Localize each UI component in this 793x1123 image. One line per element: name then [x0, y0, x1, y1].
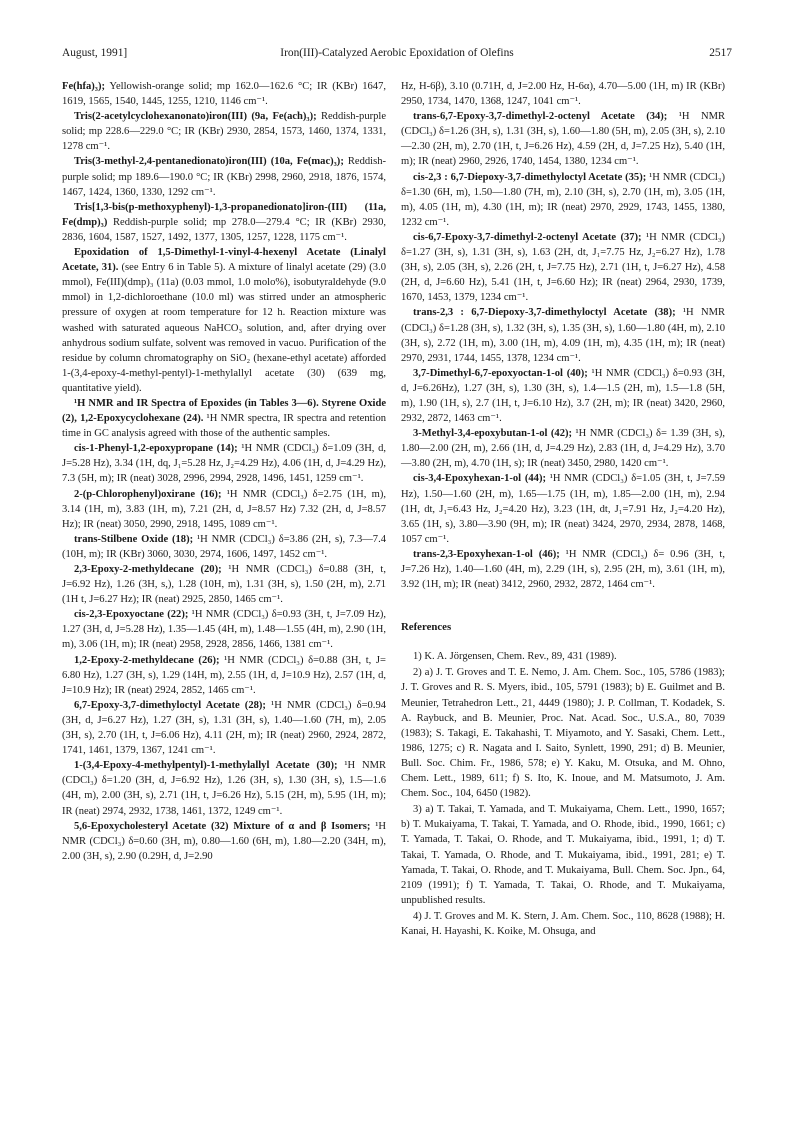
compound-entry — [62, 79, 386, 109]
page-number: 2517 — [709, 47, 732, 59]
references-heading: References — [401, 621, 452, 634]
compound-entry — [62, 109, 386, 154]
reference-item: 2) a) J. T. Groves and T. E. Nemo, J. Am. Chem. Soc., 105, 5786 (1983); J. T. Groves and R. S. Myers, ibid., 105, 5791 (1983); b) E. Guilmet and B. Meunier, Tetrahedron Lett., 21, 4449 (1980); J. P. Collman, T. Kodadek, S. A. Raybuck, and B. Meunier, Proc. Nat. Acad. Soc., U.S.A., 80, 7039 (1983); S. Takagi, E. Takahashi, T. Miyamoto, and Y. Sasaki, Chem. Lett., 1986, 1275; c) R. Nagata and I. Saito, Synlett, 1990, 291; d) B. Meunier, Bull. Soc. Chim. Fr., 1986, 578; e) Y. Kaku, M. Otsuka, and M. Ohno, Chem. Lett., 1989, 611; f) S. Ito, K. Inoue, and M. Matsumoto, J. Am. Chem. Soc., 104, 6450 (1982). — [401, 667, 725, 800]
compound-name: 6,7-Epoxy-3,7-dimethyloctyl Acetate (28); — [74, 699, 266, 711]
compound-entry — [401, 471, 725, 546]
compound-name: 3-Methyl-3,4-epoxybutan-1-ol (42); — [413, 428, 573, 440]
references-list — [401, 649, 725, 939]
compound-data: ¹H NMR (CDCl₃) δ= 1.39 (3H, s), 1.80—2.00 (2H, m), 2.66 (1H, d, J=4.29 Hz), 2.83 (1H, d, J=4.29 Hz), 3.70—3.80 (2H, m), 4.70 (1H, s); IR (neat) 3450, 2980, 1420 cm⁻¹. — [401, 428, 726, 470]
compound-entry — [62, 441, 386, 486]
compound-entry — [62, 200, 386, 245]
compound-name: 2,3-Epoxy-2-methyldecane (20); — [74, 564, 222, 575]
compound-name: Tris(3-methyl-2,4-pentanedionato)iron(III) (10a, Fe(mac)₃); — [74, 156, 344, 168]
compound-data: ¹H NMR (CDCl₃) δ=0.88 (3H, t, J= 6.80 Hz), 1.27 (3H, s), 1.29 (14H, m), 2.55 (1H, d, J=10.9 Hz), 2.57 (1H, d, J=10.9 Hz); IR (neat) 2924, 2852, 1465 cm⁻¹. — [62, 654, 386, 696]
compound-data: ¹H NMR (CDCl₃) δ=1.20 (3H, d, J=6.92 Hz), 1.26 (3H, s), 1.30 (3H, s), 1.5—1.6 (4H, m), 2.00 (3H, s), 2.71 (1H, t, J=6.26 Hz), 5.15 (2H, m), 5.95 (1H, m); IR (neat) 2974, 2932, 1738, 1461, 1372, 1249 cm⁻¹. — [62, 760, 386, 817]
compound-data: ¹H NMR (CDCl₃) δ=0.93 (3H, d, J=6.26Hz), 1.27 (3H, s), 1.30 (3H, s), 1.4—1.5 (2H, m), 1.5—1.8 (5H, m), 1.90 (1H, s), 2.7 (1H, t, J=6.10 Hz), 3.7 (2H, m); IR (neat) 3420, 2960, 2932, 2872, 1463 cm⁻¹. — [401, 367, 725, 425]
compound-name: 1,2-Epoxy-2-methyldecane (26); — [74, 654, 220, 666]
compound-data: Reddish-purple solid; mp 278.0—279.4 °C; IR (KBr) 2930, 2836, 1604, 1587, 1527, 1492, 1377, 1305, 1257, 1228, 1175 cm⁻¹. — [62, 216, 386, 243]
compound-name: 5,6-Epoxycholesteryl Acetate (32) Mixture of α and β Isomers; — [74, 820, 371, 832]
compound-data: ¹H NMR (CDCl₃) δ=1.28 (3H, s), 1.32 (3H, s), 1.35 (3H, s), 1.60—1.80 (4H, m), 2.10 (3H, s), 2.72 (1H, m), 3.00 (1H, m), 4.09 (1H, m), 4.35 (1H, m); IR (neat) 2970, 2931, 1744, 1455, 1378, 1234 cm⁻¹. — [401, 307, 725, 364]
left-column — [62, 79, 386, 864]
compound-entry — [62, 154, 386, 199]
compound-name: cis-1-Phenyl-1,2-epoxypropane (14); — [74, 443, 238, 455]
compound-data: Yellowish-orange solid; mp 162.0—162.6 °C; IR (KBr) 1647, 1619, 1565, 1540, 1445, 1255, 1210, 1146 cm⁻¹. — [62, 81, 386, 108]
compound-entry — [401, 547, 725, 592]
compound-data: ¹H NMR (CDCl₃) δ=0.93 (3H, t, J=7.09 Hz), 1.27 (3H, d, J=5.28 Hz), 1.35—1.45 (4H, m), 1.48—1.55 (4H, m), 2.90 (1H, m), 3.06 (1H, m); IR (neat) 2958, 2928, 2856, 1466, 1381 cm⁻¹. — [62, 609, 386, 651]
compound-data: ¹H NMR (CDCl₃) δ=1.27 (3H, s), 1.31 (3H, s), 1.63 (2H, dt, J₁=7.75 Hz, J₂=6.27 Hz), 1.78 (3H, s), 2.05 (3H, s), 2.26 (2H, t, J=7.75 Hz), 2.71 (1H, t, J=6.27 Hz), 4.58 (2H, d, J=6.60 Hz), 5.41 (1H, t, J=6.60 Hz); IR (neat) 2964, 2930, 1739, 1670, 1453, 1379, 1234 cm⁻¹. — [401, 231, 725, 304]
compound-name: trans-6,7-Epoxy-3,7-dimethyl-2-octenyl Acetate (34); — [413, 111, 668, 123]
compound-name: ¹H NMR and IR Spectra of Epoxides (in Tables 3—6). Styrene Oxide (2), 1,2-Epoxycyclohexane (24). — [62, 397, 386, 425]
right-column-entries — [401, 79, 725, 592]
reference-item: 1) K. A. Jörgensen, Chem. Rev., 89, 431 (1989). — [413, 651, 617, 663]
compound-entry — [62, 532, 386, 562]
compound-entry — [62, 653, 386, 698]
header-title: Iron(III)-Catalyzed Aerobic Epoxidation of Olefins — [280, 47, 514, 59]
compound-data: ¹H NMR (CDCl₃) δ= 0.96 (3H, t, J=7.26 Hz), 1.40—1.60 (4H, m), 2.29 (1H, s), 2.95 (2H, m), 3.61 (1H, m), 3.92 (1H, m); IR (neat) 3412, 2960, 2932, 2872, 1464 cm⁻¹. — [401, 548, 725, 591]
compound-name: Fe(hfa)₃); — [62, 81, 105, 92]
reference-item: 4) J. T. Groves and M. K. Stern, J. Am. Chem. Soc., 110, 8628 (1988); H. Kanai, H. Hayashi, K. Koike, M. Ohsuga, and — [401, 910, 725, 937]
compound-name: cis-2,3-Epoxyoctane (22); — [74, 609, 189, 621]
compound-data: ¹H NMR (CDCl₃) δ=1.30 (6H, m), 1.50—1.80 (7H, m), 2.10 (3H, s), 2.70 (1H, m), 3.05 (1H, m), 4.05 (1H, m), 4.30 (1H, m); IR (neat) 2970, 2929, 1743, 1455, 1380, 1232 cm⁻¹. — [401, 171, 725, 228]
compound-data: ¹H NMR (CDCl₃) δ=0.60 (3H, m), 0.80—1.60 (6H, m), 1.80—2.20 (34H, m), 2.00 (3H, s), 2.90 (0.29H, d, J=2.90 — [62, 820, 386, 862]
compound-data: ¹H NMR (CDCl₃) δ=1.26 (3H, s), 1.31 (3H, s), 1.60—1.80 (5H, m), 2.05 (3H, s), 2.10—2.30 (2H, m), 2.70 (1H, t, J=6.26 Hz), 4.59 (2H, d, J=7.25 Hz), 5.40 (1H, m); IR (neat) 2960, 2926, 1740, 1454, 1380, 1234 cm⁻¹. — [401, 111, 725, 168]
compound-entry — [62, 487, 386, 532]
compound-entry — [62, 245, 386, 396]
compound-name: 1-(3,4-Epoxy-4-methylpentyl)-1-methylallyl Acetate (30); — [74, 760, 338, 772]
header-date: August, 1991] — [62, 47, 128, 59]
compound-entry — [401, 230, 725, 305]
right-column — [401, 79, 725, 940]
compound-data: ¹H NMR (CDCl₃) δ=1.05 (3H, t, J=7.59 Hz), 1.50—1.60 (2H, m), 1.65—1.75 (1H, m), 1.85—2.00 (1H, m), 2.94 (1H, dt, J₁=6.43 Hz, J₂=4.20 Hz), 3.23 (1H, dt, J₁=7.91 Hz, J₂=4.20 Hz), 3.65 (1H, s), 3.80—3.90 (9H, m); IR (neat) 3424, 2970, 2934, 2878, 1468, 1057 cm⁻¹. — [401, 473, 725, 545]
compound-data: ¹H NMR (CDCl₃) δ=2.75 (1H, m), 3.14 (1H, m), 3.83 (1H, m), 7.21 (2H, d, J=8.57 Hz) 7.32 (2H, d, J=8.57 Hz); IR (neat) 3050, 2990, 2918, 1495, 1089 cm⁻¹. — [62, 488, 386, 530]
compound-data: (see Entry 6 in Table 5). A mixture of linalyl acetate (29) (3.0 mmol), Fe(III)(dmp)₃ (11a) (0.03 mmol, 1.0 molo%), isobutyraldehyde (9.0 mmol) in 1,2-dichloroethane (10.0 ml) was stirred under an atmospheric pressure of oxygen at room temperature for 12 h. Reaction mixture was washed with saturated aqueous NaHCO₃ solution, and, after drying over anhydrous sodium sulfate, solvent was removed in vacuo. Purification of the residue by column chromatography on SiO₂ (hexane-ethyl acetate) afforded 1-(3,4-epoxy-4-methyl-pentyl)-1-methylallyl acetate (30) (639 mg, quantitative yield). — [62, 262, 386, 394]
compound-data: ¹H NMR (CDCl₃) δ=0.94 (3H, d, J=6.27 Hz), 1.27 (3H, s), 1.31 (3H, s), 1.40—1.60 (7H, m), 2.05 (3H, s), 2.70 (1H, t, J=6.06 Hz), 4.11 (2H, m); IR (neat) 2960, 2924, 2872, 1741, 1461, 1379, 1367, 1241 cm⁻¹. — [62, 699, 386, 757]
compound-entry — [401, 109, 725, 169]
compound-data: ¹H NMR (CDCl₃) δ=0.88 (3H, t, J=6.92 Hz), 1.26 (3H, s,), 1.28 (10H, m), 1.31 (3H, s), 1.50 (2H, m), 2.71 (1H t, J=6.27 Hz); IR (neat) 2925, 2850, 1465 cm⁻¹. — [62, 564, 386, 606]
compound-entry — [401, 366, 725, 426]
reference-item: 3) a) T. Takai, T. Yamada, and T. Mukaiyama, Chem. Lett., 1990, 1657; b) T. Mukaiyama, T. Takai, T. Yamada, and O. Rhode, ibid., 1990, 1661; c) T. Yamada, T. Takai, O. Rhode, and T. Mukaiyama, ibid., 1991, 1; d) T. Takai, T. Yamada, O. Rhode, and T. Mukaiyama, ibid., 1991, 281; e) T. Yamada, T. Takai, O. Rhode, and T. Mukaiyama, Bull. Chem. Soc. Jpn., 64, 2109 (1991); f) T. Yamada, T. Takai, O. Rhode, and T. Mukaiyama, unpublished results. — [401, 804, 725, 906]
compound-name: Tris[1,3-bis(p-methoxyphenyl)-1,3-propanedionato]iron-(III) (11a, Fe(dmp)₃) — [62, 201, 386, 228]
compound-name: cis-2,3 : 6,7-Diepoxy-3,7-dimethyloctyl Acetate (35); — [413, 171, 647, 183]
compound-name: trans-Stilbene Oxide (18); — [74, 533, 194, 545]
compound-name: cis-3,4-Epoxyhexan-1-ol (44); — [413, 473, 546, 485]
compound-name: cis-6,7-Epoxy-3,7-dimethyl-2-octenyl Acetate (37); — [413, 231, 642, 243]
compound-name: trans-2,3 : 6,7-Diepoxy-3,7-dimethyloctyl Acetate (38); — [413, 307, 676, 319]
compound-entry — [62, 607, 386, 652]
compound-entry — [401, 79, 725, 109]
compound-entry — [62, 396, 386, 441]
compound-data: Reddish-purple solid; mp 189.6—190.0 °C; IR (KBr) 2998, 2960, 2918, 1876, 1574, 1467, 1424, 1360, 1330, 1292 cm⁻¹. — [62, 156, 386, 198]
compound-entry — [62, 819, 386, 864]
compound-entry — [401, 426, 725, 471]
compound-data: ¹H NMR (CDCl₃) δ=3.86 (2H, s), 7.3—7.4 (10H, m); IR (KBr) 3060, 3030, 2974, 1606, 1497, 1452 cm⁻¹. — [62, 533, 386, 560]
compound-name: 3,7-Dimethyl-6,7-epoxyoctan-1-ol (40); — [413, 367, 588, 379]
compound-entry — [62, 758, 386, 818]
compound-entry — [401, 170, 725, 230]
running-header — [62, 47, 732, 63]
compound-name: trans-2,3-Epoxyhexan-1-ol (46); — [413, 548, 560, 560]
compound-name: Epoxidation of 1,5-Dimethyl-1-vinyl-4-hexenyl Acetate (Linalyl Acetate, 31). — [62, 247, 386, 274]
compound-data: ¹H NMR (CDCl₃) δ=1.09 (3H, d, J=5.28 Hz), 3.34 (1H, dq, J₁=5.28 Hz, J₂=4.29 Hz), 4.06 (1H, d, J=4.29 Hz), 7.3 (5H, m); IR (neat) 3028, 2996, 2994, 2928, 1496, 1451, 1259 cm⁻¹. — [62, 443, 386, 485]
compound-data: Hz, H-6β), 3.10 (0.71H, d, J=2.00 Hz, H-6α), 4.70—5.00 (1H, m) IR (KBr) 2950, 1734, 1470, 1368, 1247, 1041 cm⁻¹. — [401, 81, 725, 108]
compound-data: ¹H NMR spectra, IR spectra and retention time in GC analysis agreed with those of the authentic samples. — [62, 413, 386, 440]
compound-name: 2-(p-Chlorophenyl)oxirane (16); — [74, 488, 222, 500]
compound-entry — [62, 698, 386, 758]
compound-data: Reddish-purple solid; mp 228.6—229.0 °C; IR (KBr) 2930, 2854, 1573, 1460, 1374, 1331, 1278 cm⁻¹. — [62, 111, 386, 153]
compound-entry — [401, 305, 725, 365]
compound-name: Tris(2-acetylcyclohexanonato)iron(III) (9a, Fe(ach)₃); — [74, 111, 317, 123]
compound-entry — [62, 562, 386, 607]
